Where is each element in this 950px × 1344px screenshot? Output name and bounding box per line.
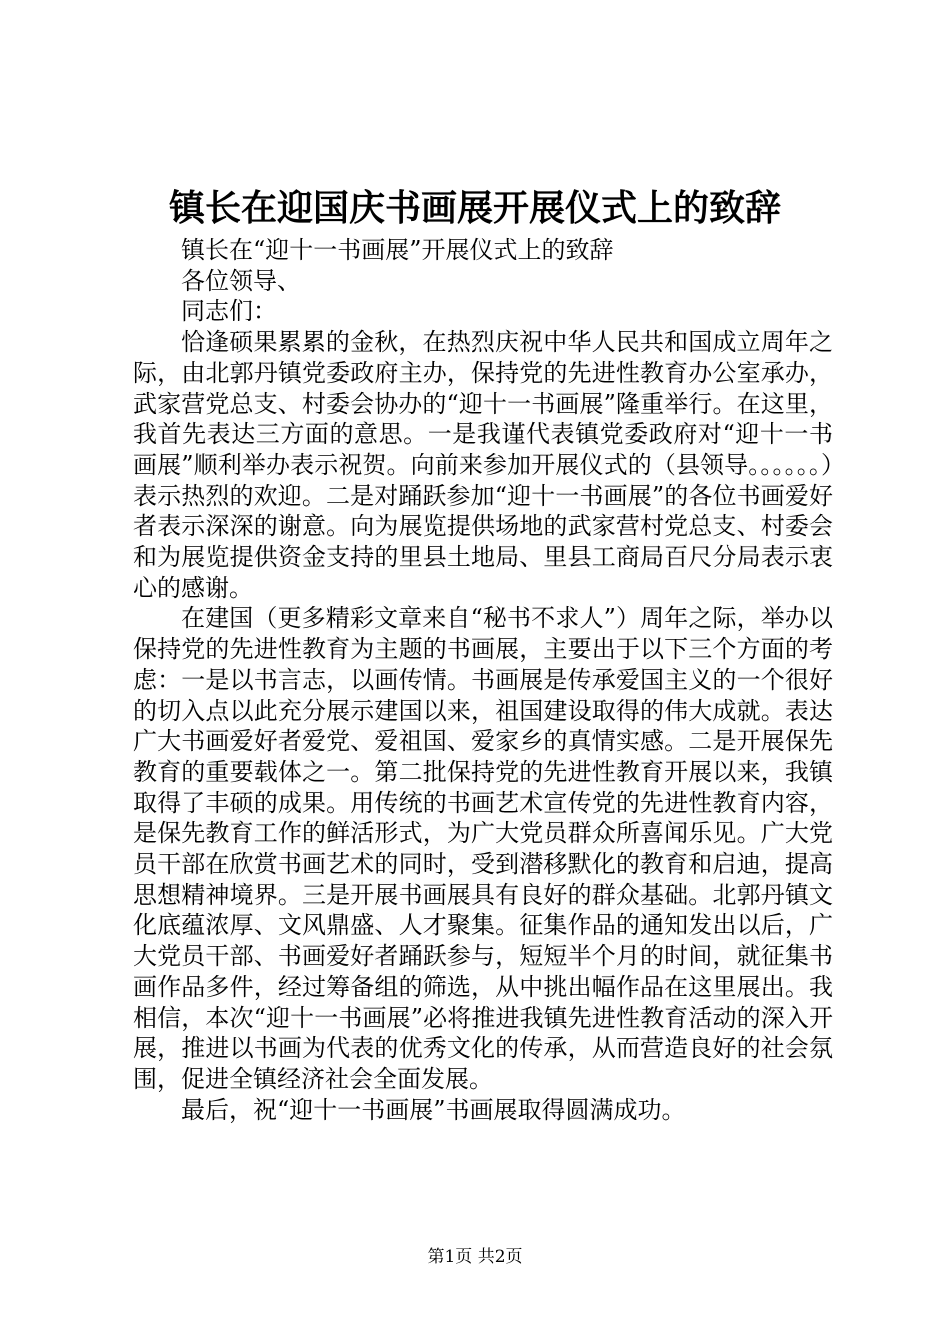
page-footer: 第1页 共2页 bbox=[427, 1247, 523, 1267]
speech-subtitle: 镇长在“迎十一书画展”开展仪式上的致辞 bbox=[181, 236, 614, 264]
salutation-leaders: 各位领导、 bbox=[181, 266, 301, 295]
paragraph-opening: 恰逢硕果累累的金秋，在热烈庆祝中华人民共和国成立周年之际，由北郭丹镇党委政府主办，保持党的先进性教育办公室承办，武家营党总支、村委会协办的“迎十一书画展”隆重举行。在这里，我首先表达三方面的意思。一是我谨代表镇党委政府对“迎十一书画展”顺利举办表示祝贺。向前来参加开展仪式的（县领导。。。。。。）表示热烈的欢迎。二是对踊跃参加“迎十一书画展”的各位书画爱好者表示深深的谢意。向为展览提供场地的武家营村党总支、村委会和为展览提供资金支持的里县土地局、里县工商局百尺分局表示衷心的感谢。 bbox=[133, 328, 833, 602]
document-body bbox=[133, 235, 833, 1125]
paragraph-closing: 最后，祝“迎十一书画展”书画展取得圆满成功。 bbox=[181, 1095, 686, 1124]
salutation-comrades: 同志们： bbox=[181, 297, 277, 326]
paragraph-reasons: 在建国（更多精彩文章来自“秘书不求人”）周年之际，举办以保持党的先进性教育为主题的书画展，主要出于以下三个方面的考虑：一是以书言志，以画传情。书画展是传承爱国主义的一个很好的切入点以此充分展示建国以来，祖国建设取得的伟大成就。表达广大书画爱好者爱党、爱祖国、爱家乡的真情实感。二是开展保先教育的重要载体之一。第二批保持党的先进性教育开展以来，我镇取得了丰硕的成果。用传统的书画艺术宣传党的先进性教育内容，是保先教育工作的鲜活形式，为广大党员群众所喜闻乐见。广大党员干部在欣赏书画艺术的同时，受到潜移默化的教育和启迪，提高思想精神境界。三是开展书画展具有良好的群众基础。北郭丹镇文化底蕴浓厚、文风鼎盛、人才聚集。征集作品的通知发出以后，广大党员干部、书画爱好者踊跃参与，短短半个月的时间，就征集书画作品多件，经过筹备组的筛选，从中挑出幅作品在这里展出。我相信，本次“迎十一书画展”必将推进我镇先进性教育活动的深入开展，推进以书画为代表的优秀文化的传承，从而营造良好的社会氛围，促进全镇经济社会全面发展。 bbox=[133, 604, 833, 1093]
document-title: 镇长在迎国庆书画展开展仪式上的致辞 bbox=[168, 187, 781, 229]
